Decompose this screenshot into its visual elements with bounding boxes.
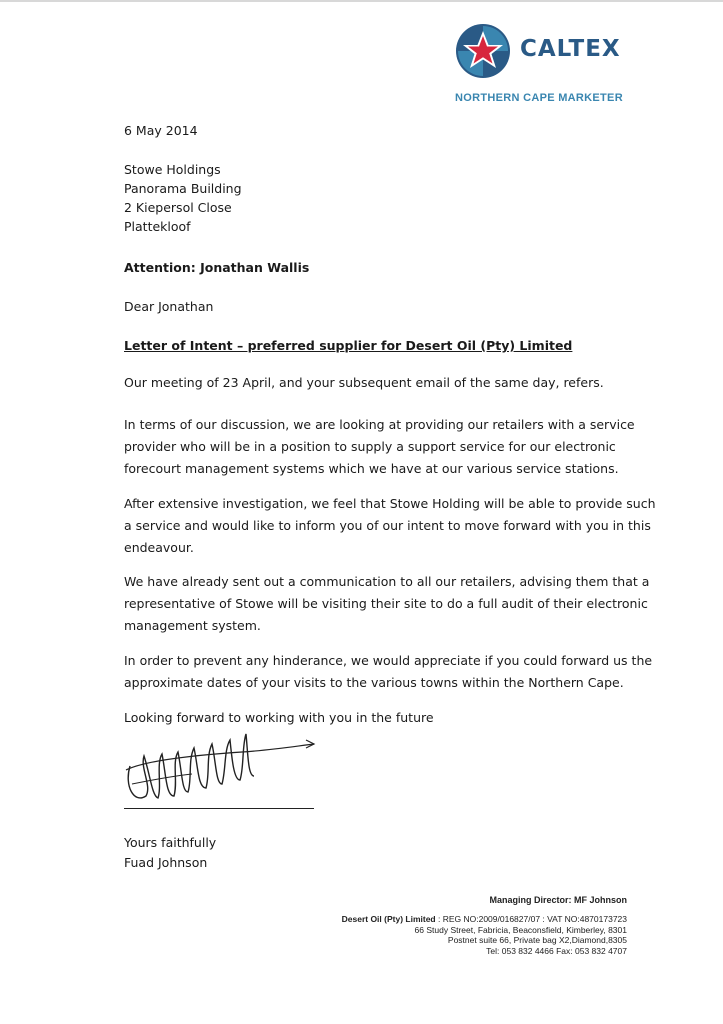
paragraph-discussion: [124, 414, 635, 480]
caltex-star-icon: [454, 22, 512, 80]
paragraph-line: Looking forward to working with you in the future: [124, 710, 434, 725]
attention-line: Attention: Jonathan Wallis: [124, 260, 310, 275]
paragraph-line: Our meeting of 23 April, and your subsequent email of the same day, refers.: [124, 375, 604, 390]
address-line: Stowe Holdings: [124, 162, 221, 177]
letterhead-tagline: NORTHERN CAPE MARKETER: [455, 92, 623, 104]
recipient-address: [124, 160, 242, 236]
paragraph-line: representative of Stowe will be visiting their site to do a full audit of their electronic: [124, 596, 648, 611]
top-edge-rule: [0, 0, 723, 2]
footer-company-details: [342, 914, 627, 956]
paragraph-communication: [124, 571, 650, 637]
paragraph-line: approximate dates of your visits to the various towns within the Northern Cape.: [124, 675, 624, 690]
paragraph-line: We have already sent out a communication to all our retailers, advising them that a: [124, 574, 650, 589]
paragraph-line: a service and would like to inform you of our intent to move forward with you in this: [124, 518, 651, 533]
footer-address-street: 66 Study Street, Fabricia, Beaconsfield, Kimberley, 8301: [414, 924, 627, 935]
footer-managing-director: Managing Director: MF Johnson: [489, 895, 627, 905]
signatory-name: Fuad Johnson: [124, 855, 208, 870]
brand-name: CALTEX: [520, 36, 621, 62]
closing: Yours faithfully: [124, 835, 217, 850]
address-line: Panorama Building: [124, 181, 242, 196]
footer-company-reg: : REG NO:2009/016827/07 : VAT NO:4870173723: [435, 914, 627, 924]
paragraph-line: After extensive investigation, we feel that Stowe Holding will be able to provide such: [124, 496, 656, 511]
paragraph-meeting-reference: [124, 372, 624, 394]
paragraph-line: forecourt management systems which we have at our various service stations.: [124, 461, 619, 476]
subject-line: Letter of Intent – preferred supplier for Desert Oil (Pty) Limited: [124, 338, 573, 353]
salutation: Dear Jonathan: [124, 299, 214, 314]
caltex-logo: [454, 22, 624, 82]
paragraph-line: In order to prevent any hinderance, we would appreciate if you could forward us the: [124, 653, 653, 668]
address-line: 2 Kiepersol Close: [124, 200, 232, 215]
signature-line: [124, 808, 314, 809]
footer-contact: Tel: 053 832 4466 Fax: 053 832 4707: [486, 945, 627, 956]
paragraph-line: endeavour.: [124, 540, 194, 555]
footer-company-name: Desert Oil (Pty) Limited: [341, 914, 436, 924]
address-line: Plattekloof: [124, 219, 191, 234]
letter-date: 6 May 2014: [124, 123, 198, 138]
paragraph-investigation: [124, 493, 656, 559]
paragraph-line: In terms of our discussion, we are looking at providing our retailers with a service: [124, 417, 635, 432]
paragraph-line: provider who will be in a position to supply a support service for our electronic: [124, 439, 616, 454]
footer-address-postal: Postnet suite 66, Private bag X2,Diamond,8305: [447, 935, 627, 945]
paragraph-line: management system.: [124, 618, 261, 633]
paragraph-visit-dates: [124, 650, 653, 694]
handwritten-signature: [122, 726, 322, 812]
footer-company-line: [342, 914, 627, 925]
